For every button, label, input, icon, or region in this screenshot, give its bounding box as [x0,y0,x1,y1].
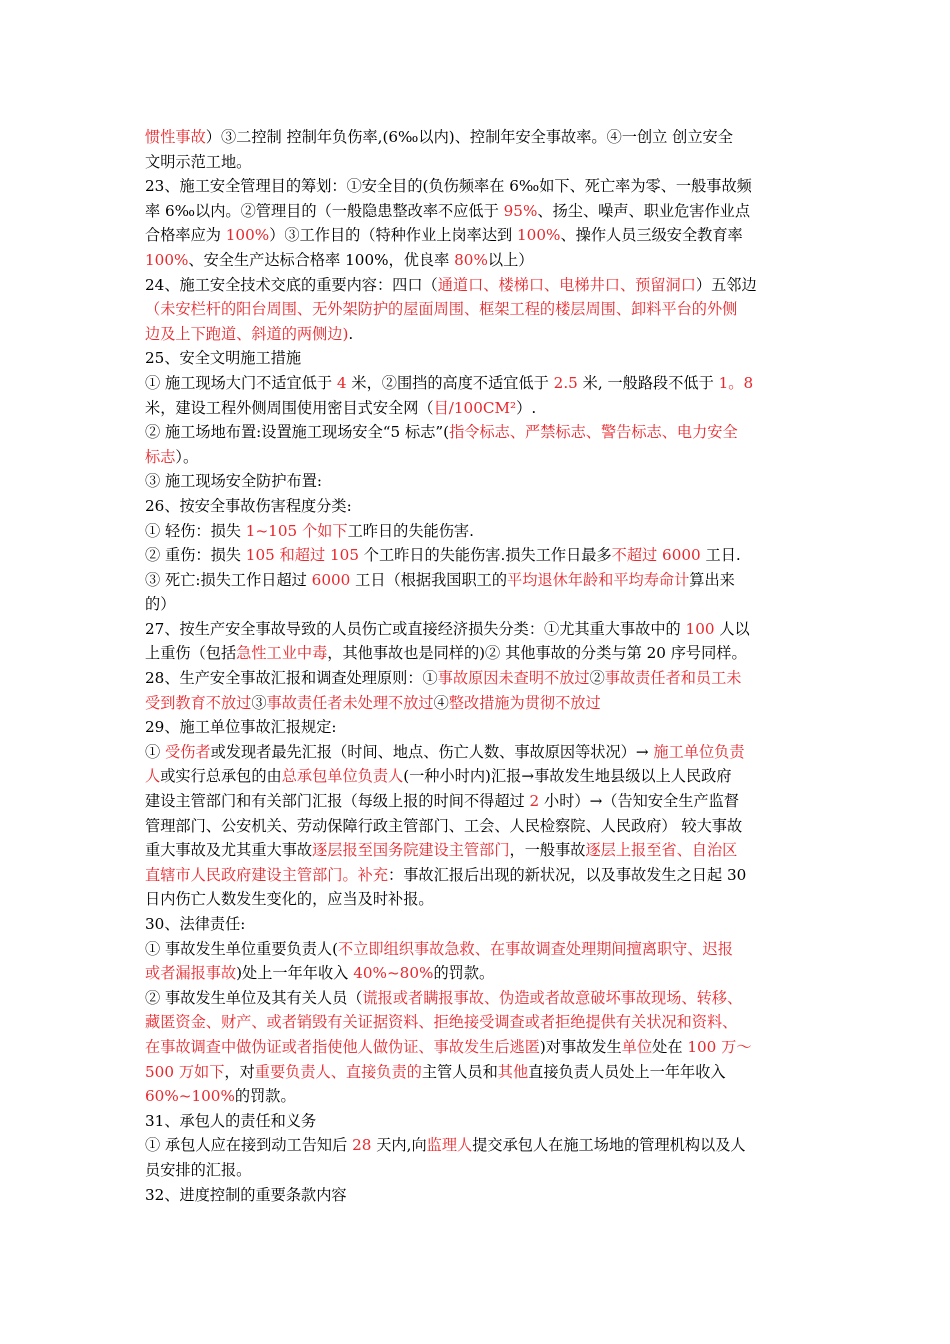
body-text: 、操作人员三级安全教育率 [560,226,743,245]
text-line [145,814,811,839]
highlighted-text: 监理人 [426,1136,473,1155]
body-text: 23、施工安全管理目的筹划：①安全目的(负伤频率在 6‰如下、死亡率为零、一般事故频 [145,177,752,196]
highlighted-text: 逐层报至国务院建设主管部门 [312,841,510,860]
highlighted-text: 受到教育不放过 [145,693,252,712]
highlighted-text: 逐层上报至省、自治区 [585,841,738,860]
body-text: 主管人员和 [421,1062,498,1081]
text-line [145,346,811,371]
highlighted-text: 惯性事故 [145,128,206,146]
body-text: )处上一年年收入 [236,964,354,983]
highlighted-text: 100% [145,250,189,269]
text-line [145,1084,811,1109]
highlighted-text: 目/100CM² [433,398,517,417]
highlighted-text: 100 万～ [687,1037,752,1056]
text-line [145,789,811,814]
body-text: 的罚款。 [234,1087,296,1106]
highlighted-text: 其他 [497,1062,529,1081]
body-text: ）③工作目的（特种作业上岗率达到 [269,226,518,245]
body-text: ② [589,669,605,688]
highlighted-text: 整改措施为贯彻不放过 [448,693,601,712]
body-text: ④ [433,693,449,712]
text-line [145,322,811,347]
body-text: 、安全生产达标合格率 100%，优良率 [188,250,455,269]
body-text: 的罚款。 [433,964,495,983]
body-text: 天内,向 [371,1136,427,1155]
document-body [145,125,811,1207]
body-text: 算出来 [689,570,735,589]
body-text: 28、生产安全事故汇报和调查处理原则：① [145,669,438,688]
body-text: 率 6‰以内。②管理目的（一般隐患整改率不应低于 [145,201,504,220]
highlighted-text: 6000 [311,570,351,589]
highlighted-text: 100 [685,619,715,638]
text-line [145,1010,811,1035]
body-text: 米，②围挡的高度不适宜低于 [346,373,554,392]
body-text: 文明示范工地。 [145,152,252,171]
body-text: ）③二控制 控制年负伤率,(6‰以内)、控制年安全事故率。④一创立 创立安全 [205,128,733,146]
text-line [145,568,811,593]
text-line [145,961,811,986]
text-line [145,248,811,273]
highlighted-text: 2.5 [553,373,578,392]
highlighted-text: 1~105 个如下 [245,521,348,540]
text-line [145,1133,811,1158]
highlighted-text: 受伤者 [165,742,211,761]
text-line [145,715,811,740]
highlighted-text: 28 [352,1136,372,1155]
body-text: 重大事故及尤其重大事故 [145,841,313,860]
body-text: ）。 [175,447,199,466]
text-line [145,494,811,519]
body-text: 工日（根据我国职工的 [350,570,508,589]
body-text: 小时）→（告知安全生产监督 [539,792,739,811]
text-line [145,420,811,445]
highlighted-text: 4 [336,373,347,392]
highlighted-text: 或者漏报事故 [145,964,237,983]
body-text: 日内伤亡人数发生变化的，应当及时补报。 [145,890,434,909]
text-line [145,1158,811,1183]
text-line [145,273,811,298]
body-text: ）. [516,398,537,417]
body-text: ：事故汇报后出现的新状况，以及事故发生之日起 30 [388,865,747,884]
text-line [145,838,811,863]
highlighted-text: （ [145,300,161,319]
body-text: 或发现者最先汇报（时间、地点、伤亡人数、事故原因等状况）→ [210,742,654,761]
highlighted-text: 指令标志、严禁标志、警告标志、电力安全 [449,423,738,442]
body-text: 米, 一般路段不低于 [577,373,719,392]
body-text: 26、按安全事故伤害程度分类: [145,496,352,515]
body-text: ① 承包人应在接到动工告知后 [145,1136,353,1155]
body-text: ，对 [224,1062,255,1081]
body-text: ③ [251,693,267,712]
text-line [145,1060,811,1085]
text-line [145,887,811,912]
body-text: 27、按生产安全事故导致的人员伤亡或直接经济损失分类：①尤其重大事故中的 [145,619,686,638]
highlighted-text: 事故责任者未处理不放过 [266,693,434,712]
body-text: 24、施工安全技术交底的重要内容：四口（ [145,275,438,294]
text-line [145,199,811,224]
body-text: . [348,324,354,343]
body-text: ，一般事故 [509,841,586,860]
text-line [145,469,811,494]
highlighted-text: 直辖市人民政府建设主管部门。补充 [145,865,388,884]
text-line [145,937,811,962]
body-text: ，其他事故也是同样的)② 其他事故的分类与第 20 序号同样。 [327,644,747,663]
text-line [145,740,811,765]
body-text: 的） [145,595,176,614]
text-line [145,691,811,716]
body-text: 米，建设工程外侧周围使用密目式安全网（ [145,398,434,417]
highlighted-text: 事故原因未查明不放过 [437,669,590,688]
body-text: ② 重伤：损失 [145,546,246,565]
highlighted-text: 105 和超过 105 [245,546,359,565]
body-text: 个工昨日的失能伤害.损失工作日最多 [358,546,612,565]
highlighted-text: 人 [145,767,161,786]
text-line [145,150,811,175]
highlighted-text: 500 万如下 [145,1062,225,1081]
highlighted-text: 40%~80% [353,964,434,983]
highlighted-text: 95% [503,201,538,220]
text-line [145,396,811,421]
text-line [145,1109,811,1134]
text-line [145,764,811,789]
highlighted-text: 标志 [145,447,176,466]
highlighted-text: 未安栏杆的阳台周围、无外架防护的屋面周围、框架工程的楼层周围、卸料平台的外侧 [160,300,738,319]
text-line [145,371,811,396]
highlighted-text: 重要负责人、直接负责的 [254,1062,422,1081]
highlighted-text: 施工单位负责 [653,742,745,761]
body-text: ）五邻边 [695,275,757,294]
body-text: 32、进度控制的重要条款内容 [145,1185,347,1204]
body-text: ① 施工现场大门不适宜低于 [145,373,337,392]
body-text: ① [145,742,166,761]
body-text: 管理部门、公安机关、劳动保障行政主管部门、工会、人民检察院、人民政府） 较大事故 [145,816,743,835]
highlighted-text: 通道口、楼梯口、电梯井口、预留洞口 [437,275,696,294]
text-line [145,1183,811,1208]
body-text: 直接负责人员处上一年年收入 [528,1062,726,1081]
body-text: 以上） [487,250,534,269]
body-text: )对事故发生 [539,1037,622,1056]
body-text: 人以 [714,619,750,638]
highlighted-text: 事故责任者和员工未 [604,669,742,688]
text-line [145,297,811,322]
text-line [145,641,811,666]
text-line [145,592,811,617]
body-text: 30、法律责任: [145,915,246,933]
highlighted-text: 60%~100% [145,1087,235,1106]
highlighted-text: 1。8 [718,373,754,392]
body-text: 、扬尘、噪声、职业危害作业点 [537,201,751,220]
highlighted-text: 不立即组织事故急救、在事故调查处理期间擅离职守、迟报 [338,939,733,958]
text-line [145,986,811,1011]
text-line [145,174,811,199]
highlighted-text: 单位 [621,1037,653,1056]
body-text: 合格率应为 [145,226,226,245]
body-text: 上重伤（包括 [145,644,237,663]
body-text: ② 事故发生单位及其有关人员（ [145,988,363,1007]
highlighted-text: 藏匿资金、财产、或者销毁有关证据资料、拒绝接受调查或者拒绝提供有关状况和资料、 [145,1013,738,1032]
text-line [145,1035,811,1060]
text-line [145,617,811,642]
body-text: 建设主管部门和有关部门汇报（每级上报的时间不得超过 [145,792,530,811]
highlighted-text: 急性工业中毒 [236,644,328,663]
body-text: 工日. [700,546,741,565]
highlighted-text: 100% [225,226,270,245]
highlighted-text: 80% [454,250,488,269]
body-text: 29、施工单位事故汇报规定: [145,718,337,737]
highlighted-text: 平均退休年龄和平均寿命计 [507,570,690,589]
highlighted-text: 总承包单位负责人 [281,767,404,786]
highlighted-text: 在事故调查中做伪证或者指使他人做伪证、事故发生后逃匿 [145,1037,540,1056]
highlighted-text: 2 [529,792,540,811]
body-text: 处在 [652,1037,688,1056]
text-line [145,519,811,544]
text-line [145,912,811,937]
body-text: 或实行总承包的由 [160,767,282,786]
body-text: 工昨日的失能伤害. [347,521,474,540]
text-line [145,666,811,691]
body-text: 员安排的汇报。 [145,1160,252,1179]
highlighted-text: 不超过 6000 [611,546,701,565]
body-text: ③ 施工现场安全防护布置: [145,472,323,491]
text-line [145,223,811,248]
body-text: ③ 死亡:损失工作日超过 [145,570,312,589]
text-line [145,543,811,568]
highlighted-text: 100% [517,226,561,245]
highlighted-text: 谎报或者瞒报事故、伪造或者故意破坏事故现场、转移、 [362,988,743,1007]
body-text: 提交承包人在施工场地的管理机构以及人 [472,1136,746,1155]
text-line [145,445,811,470]
body-text: ① 轻伤：损失 [145,521,246,540]
body-text: (一种小时内)汇报→事故发生地县级以上人民政府 [403,767,732,786]
text-line [145,125,811,150]
highlighted-text: 边及上下跑道、斜道的两侧边) [145,324,349,343]
body-text: 31、承包人的责任和义务 [145,1111,317,1130]
text-line [145,863,811,888]
body-text: ① 事故发生单位重要负责人( [145,939,339,958]
body-text: 25、安全文明施工措施 [145,349,302,368]
body-text: ② 施工场地布置:设置施工现场安全“5 标志”( [145,423,450,442]
